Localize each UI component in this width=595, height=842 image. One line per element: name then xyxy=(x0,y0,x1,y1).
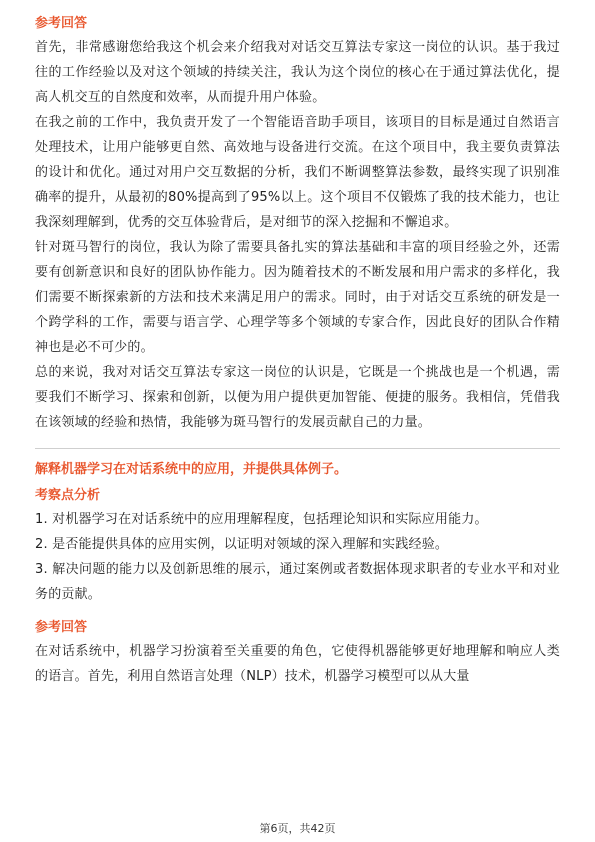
question-heading: 解释机器学习在对话系统中的应用，并提供具体例子。 xyxy=(35,462,348,477)
section1-heading: 参考回答 xyxy=(35,16,88,31)
analysis-item-2: 2. 是否能提供具体的应用实例，以证明对领域的深入理解和实践经验。 xyxy=(35,537,449,552)
document-page xyxy=(35,13,560,689)
section-divider xyxy=(35,448,560,449)
section1-paragraph-3: 针对斑马智行的岗位，我认为除了需要具备扎实的算法基础和丰富的项目经验之外，还需要有创新意识和良好的团队协作能力。因为随着技术的不断发展和用户需求的多样化，我们需要不断探索新的方法和技术来满足用户的需求。同时，由于对话交互系统的研发是一个跨学科的工作，需要与语言学、心理学等多个领域的专家合作，因此良好的团队合作精神也是必不可少的。 xyxy=(35,240,560,355)
section1-paragraph-2: 在我之前的工作中，我负责开发了一个智能语音助手项目，该项目的目标是通过自然语言处理技术，让用户能够更自然、高效地与设备进行交流。在这个项目中，我主要负责算法的设计和优化。通过对用户交互数据的分析，我们不断调整算法参数，最终实现了识别准确率的提升，从最初的80%提高到了95%以上。这个项目不仅锻炼了我的技术能力，也让我深刻理解到，优秀的交互体验背后，是对细节的深入挖掘和不懈追求。 xyxy=(35,115,560,230)
analysis-item-1: 1. 对机器学习在对话系统中的应用理解程度，包括理论知识和实际应用能力。 xyxy=(35,512,488,527)
section2-paragraph-1: 在对话系统中，机器学习扮演着至关重要的角色，它使得机器能够更好地理解和响应人类的语言。首先，利用自然语言处理（NLP）技术，机器学习模型可以从大量 xyxy=(35,644,560,684)
section2-heading: 参考回答 xyxy=(35,620,88,635)
section1-paragraph-1: 首先，非常感谢您给我这个机会来介绍我对对话交互算法专家这一岗位的认识。基于我过往的工作经验以及对这个领域的持续关注，我认为这个岗位的核心在于通过算法优化，提高人机交互的自然度和效率，从而提升用户体验。 xyxy=(35,40,560,105)
section1-paragraph-4: 总的来说，我对对话交互算法专家这一岗位的认识是，它既是一个挑战也是一个机遇，需要我们不断学习、探索和创新，以便为用户提供更加智能、便捷的服务。我相信，凭借我在该领域的经验和热情，我能够为斑马智行的发展贡献自己的力量。 xyxy=(35,365,560,430)
analysis-heading: 考察点分析 xyxy=(35,488,101,503)
analysis-item-3: 3. 解决问题的能力以及创新思维的展示，通过案例或者数据体现求职者的专业水平和对业务的贡献。 xyxy=(35,562,560,602)
page-number: 第6页，共42页 xyxy=(259,822,336,835)
